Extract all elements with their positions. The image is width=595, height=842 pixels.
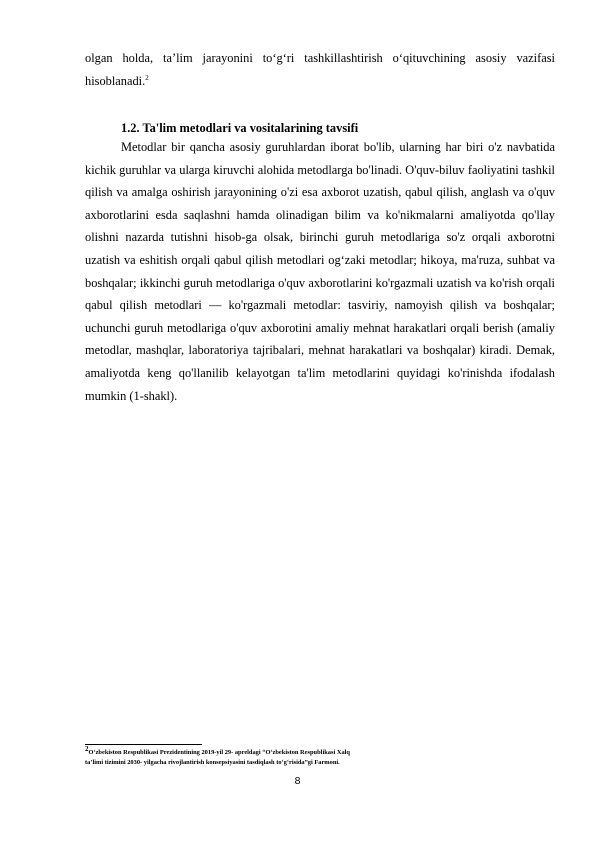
footnote-reference[interactable]: 2 bbox=[145, 73, 149, 82]
paragraph-continuation bbox=[85, 47, 555, 92]
body-paragraph: Metodlar bir qancha asosiy guruhlardan iborat bo'lib, ularning har biri o'z navbatida kichik guruhlar va ularga kiruvchi alohida metodlarga bo'linadi. O'quv-biluv faoliyatini tashkil qilish va amalga oshirish jarayonining o'zi esa axborot uzatish, qabul qilish, anglash va o'quv axborotlarini esda saqlashni hamda olinadigan bilim va ko'nikmalarni amaliyotda qo'llay olishni nazarda tutishni hisob-ga olsak, birinchi guruh metodlariga so'z orqali axborotni uzatish va eshitish orqali qabul qilish metodlari og‘zaki metodlar; hikoya, ma'ruza, suhbat va boshqalar; ikkinchi guruh metodlariga o'quv axborotlarini ko'rgazmali uzatish va ko'rish orqali qabul qilish metodlari — ko'rgazmali metodlar: tasviriy, namoyish qilish va boshqalar; uchunchi guruh metodlariga o'quv axborotini amaliy mehnat harakatlari orqali berish (amaliy metodlar, mashqlar, laboratoriya tajribalari, mehnat harakatlari va boshqalar) kiradi. Demak, amaliyotda keng qo'llanilib kelayotgan ta'lim metodlarini quyidagi ko'rinishda ifodalash mumkin (1-shakl). bbox=[85, 140, 555, 403]
footnote-divider bbox=[85, 744, 202, 745]
footnote-number: 2 bbox=[85, 744, 89, 753]
section-heading: 1.2. Ta'lim metodlari va vositalarining tavsifi bbox=[121, 121, 359, 135]
page-number: 8 bbox=[294, 775, 301, 787]
footnote-text: O‘zbekiston Respublikasi Prezidentining 2019-yil 29- apreldagi “O‘zbekiston Respublikasi Xalq ta’limi tizimini 2030- yilgacha rivojlantirish konsepsiyasini tasdiqlash to‘g‘risida”gi Farmoni. bbox=[85, 749, 350, 766]
paragraph-continuation-text: olgan holda, ta’lim jarayonini to‘g‘ri tashkillashtirish o‘qituvchining asosiy vazifasi hisoblanadi. bbox=[85, 51, 555, 88]
footnote bbox=[85, 744, 350, 768]
